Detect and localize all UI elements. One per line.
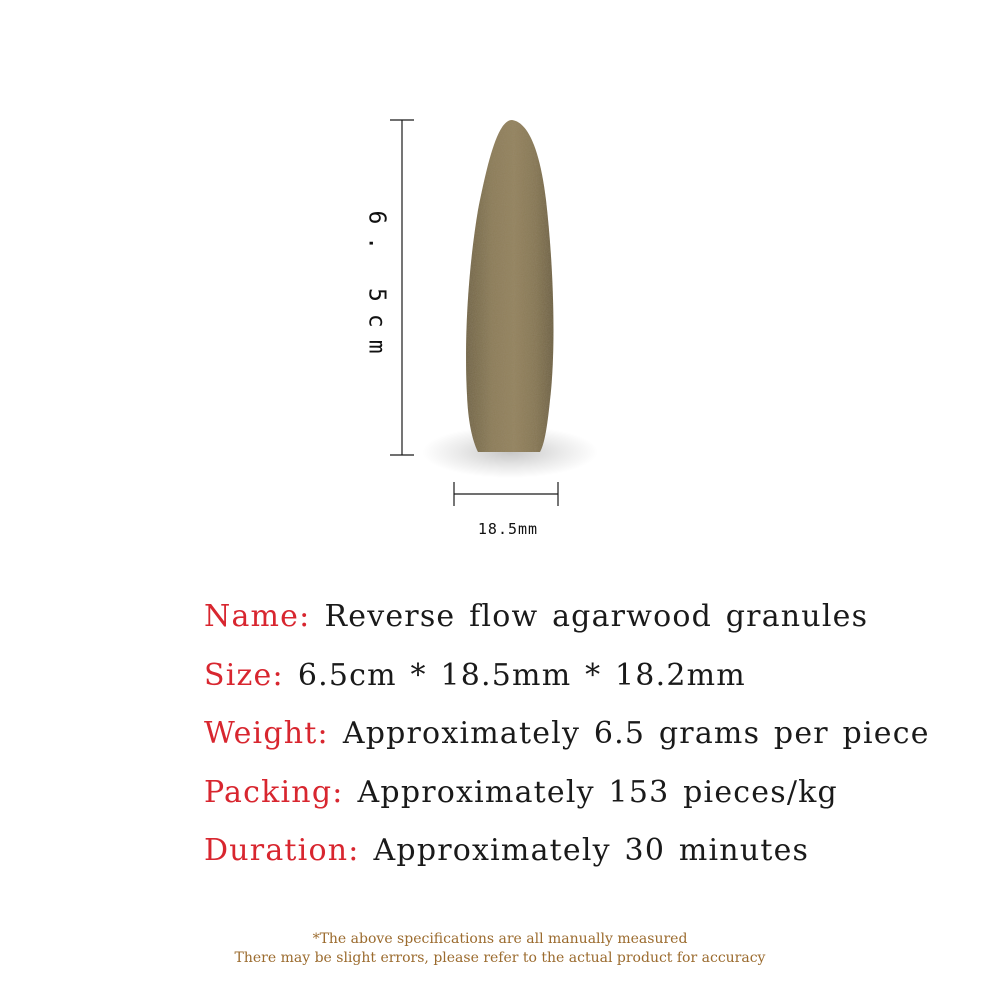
spec-value: Approximately 6.5 grams per piece [342,716,930,752]
spec-row-duration [204,830,994,889]
spec-label: Packing [204,774,333,810]
spec-separator: : [272,657,284,693]
spec-row-packing [204,772,994,831]
spec-row-weight [204,713,994,772]
spec-label: Size [204,657,273,693]
spec-separator: : [332,774,344,810]
spec-row-name [204,596,994,655]
spec-value: Approximately 153 pieces/kg [357,774,838,810]
spec-separator: : [348,833,360,869]
spec-label: Weight [204,716,318,752]
spec-value: Approximately 30 minutes [373,833,810,869]
spec-separator: : [299,599,311,634]
disclaimer-line-1: *The above specifications are all manually measured [312,931,688,947]
spec-value: 6.5cm * 18.5mm * 18.2mm [297,657,746,693]
width-dimension-line [454,482,558,506]
height-label-text: 6. 5cm [364,210,390,366]
incense-cone [466,120,553,452]
spec-row-size [204,655,994,714]
width-label: 18.5mm [477,520,539,538]
disclaimer-line-2: There may be slight errors, please refer to the actual product for accuracy [234,950,766,966]
spec-value: Reverse flow agarwood granules [324,599,869,634]
spec-separator: : [317,716,329,752]
disclaimer [0,930,1000,968]
spec-label: Name [204,599,300,634]
height-label [352,210,402,366]
spec-label: Duration [204,833,349,869]
specifications-list [204,596,994,889]
